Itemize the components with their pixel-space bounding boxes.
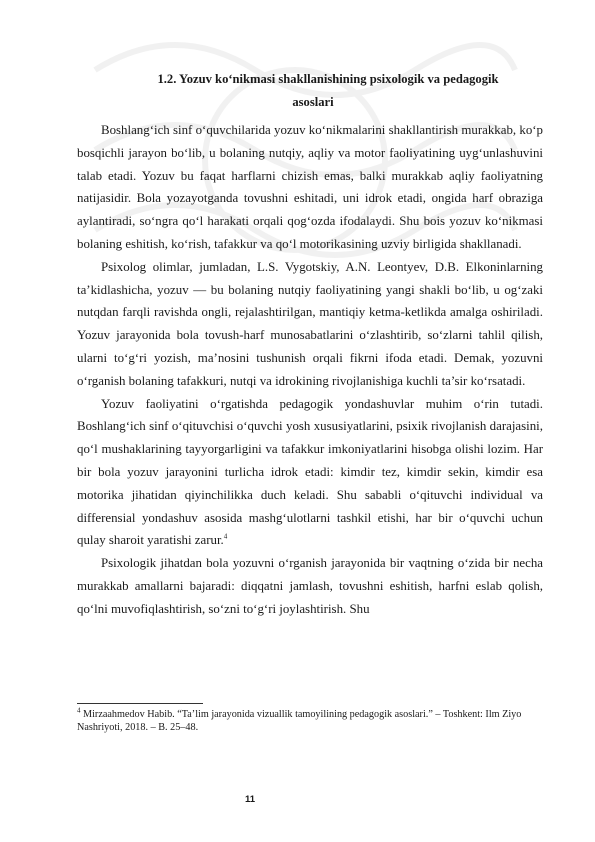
paragraph-3-text: Yozuv faoliyatini o‘rgatishda pedagogik yondashuvlar muhim o‘rin tutadi. Boshlang‘ich sinf o‘qituvchisi o‘quvchi yosh xususiyatlarini, psixik rivojlanish darajasini, qo‘l mushaklarining tayyorgarligini va tafakkur imkoniyatlarini hisobga olishi lozim. Har bir bola yozuv jarayonini turlicha idrok etadi: kimdir tez, kimdir sekin, kimdir esa motorika jihatidan qiyinchilikka duch keladi. Shu sababli o‘qituvchi individual va differensial yondashuv asosida mashg‘ulotlarni tashkil etishi, har bir o‘quvchi uchun qulay sharoit yaratishi zarur. (77, 396, 543, 548)
footnote-divider (77, 703, 203, 704)
body-text (77, 119, 543, 621)
footnote (77, 708, 537, 734)
footnote-marker: 4 (77, 706, 81, 715)
section-heading-line1: 1.2. Yozuv ko‘nikmasi shakllanishining psixologik va pedagogik (157, 72, 499, 86)
paragraph-3 (77, 393, 543, 553)
page-number: 11 (244, 794, 256, 805)
footnote-text: Mirzaahmedov Habib. “Ta’lim jarayonida vizuallik tamoyilining pedagogik asoslari.” – Toshkent: Ilm Ziyo Nashriyoti, 2018. – B. 25–48. (77, 709, 522, 733)
footnote-reference[interactable]: 4 (223, 533, 228, 542)
paragraph-1: Boshlang‘ich sinf o‘quvchilarida yozuv ko‘nikmalarini shakllantirish murakkab, ko‘p bosqichli jarayon bo‘lib, u bolaning nutqiy, aqliy va motor faoliyatining uyg‘unlashuvini talab etadi. Yozuv bu faqat harflarni chizish emas, balki murakkab aqliy faoliyatning natijasidir. Bola yozayotganda tovushni eshitadi, uni idrok etadi, ongida harf obraziga aylantiradi, so‘ngra qo‘l harakati orqali qog‘ozda ifodalaydi. Shu bois yozuv ko‘nikmasi bolaning eshitish, ko‘rish, tafakkur va qo‘l motorikasining uzviy birligida shakllanadi. (77, 123, 543, 251)
section-heading (78, 69, 548, 113)
section-heading-line2: asoslari (292, 95, 334, 109)
paragraph-2: Psixolog olimlar, jumladan, L.S. Vygotskiy, A.N. Leontyev, D.B. Elkoninlarning ta’kidlashicha, yozuv — bu bolaning nutqiy faoliyatining yangi shakli bo‘lib, u og‘zaki nutqdan farqli ravishda ongli, rejalashtirilgan, mantiqiy ketma-ketlikda amalga oshiriladi. Yozuv jarayonida bola tovush-harf munosabatlarini o‘zlashtirib, so‘zlarni tahlil qilish, ularni to‘g‘ri yozish, ma’nosini tushunish orqali fikrni ifoda etadi. Demak, yozuvni o‘rganish bolaning tafakkuri, nutqi va idrokining rivojlanishiga kuchli ta’sir ko‘rsatadi. (77, 259, 543, 388)
paragraph-4: Psixologik jihatdan bola yozuvni o‘rganish jarayonida bir vaqtning o‘zida bir necha murakkab amallarni bajaradi: diqqatni jamlash, tovushni eshitish, harfni eslab qolish, qo‘lni muvofiqlashtirish, so‘zni to‘g‘ri joylashtirish. Shu (77, 556, 543, 616)
